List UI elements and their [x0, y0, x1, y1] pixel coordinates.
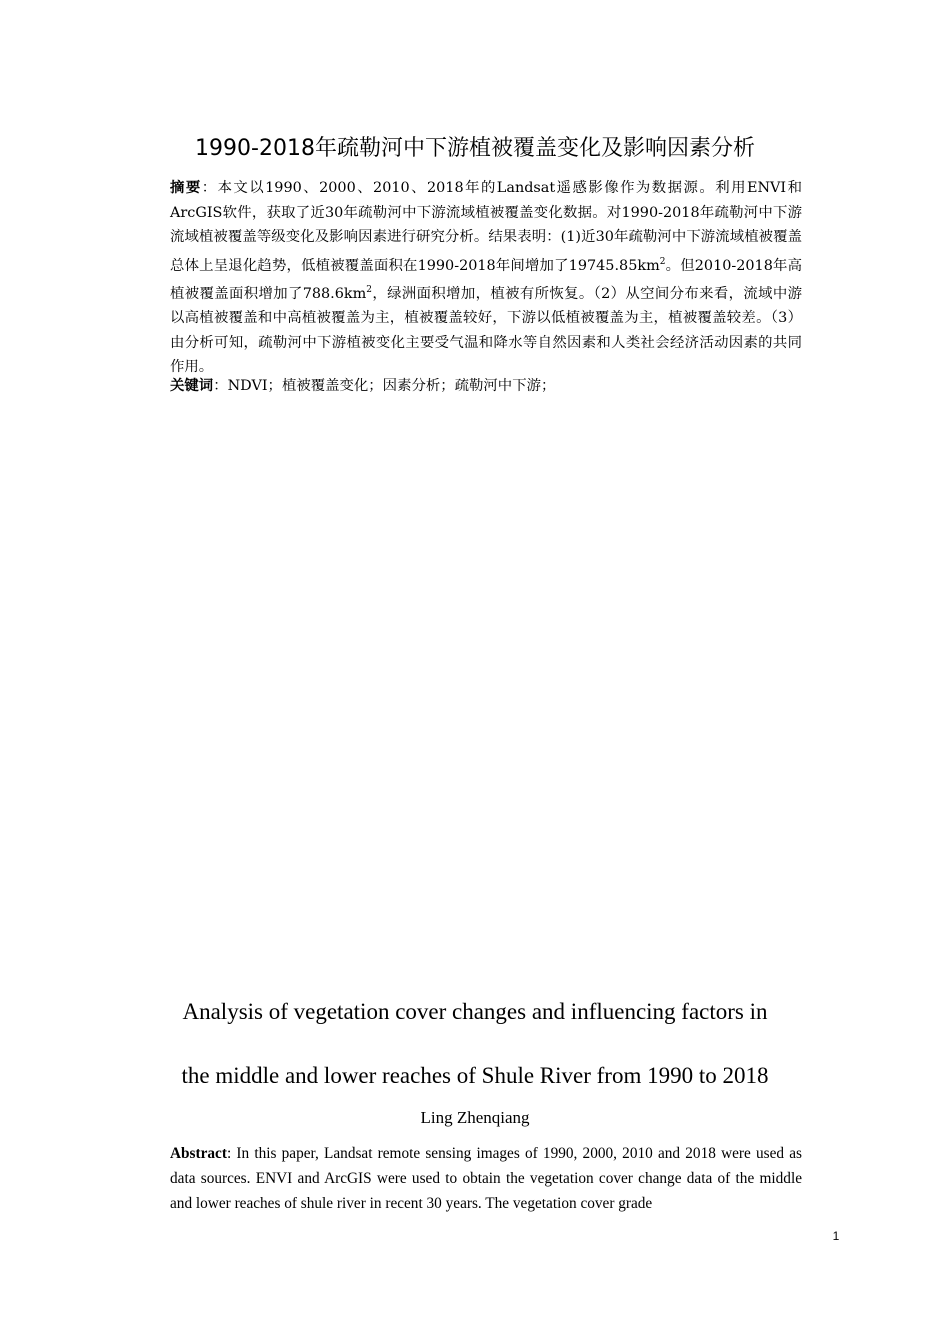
chinese-title: 1990-2018年疏勒河中下游植被覆盖变化及影响因素分析 [195, 136, 755, 161]
chinese-abstract-separator: ： [201, 180, 218, 196]
english-title [0, 980, 950, 1108]
english-abstract-text: : In this paper, Landsat remote sensing images of 1990, 2000, 2010 and 2018 were used as data sources. ENVI and ArcGIS were used to obtain the vegetation cover change data of the middle and lower reaches of shule river in recent 30 years. The vegetation cover grade [170, 1145, 802, 1212]
chinese-keywords-label: 关键词 [170, 378, 214, 394]
page-number: 1 [832, 1229, 840, 1243]
chinese-abstract-text-3: ，绿洲面积增加，植被有所恢复。（2）从空间分布来看，流域中游以高植被覆盖和中高植被覆盖为主，植被覆盖较好，下游以低植被覆盖为主，植被覆盖较差。（3）由分析可知，疏勒河中下游植被变化主要受气温和降水等自然因素和人类社会经济活动因素的共同作用。 [170, 285, 802, 376]
chinese-keywords-separator: ： [213, 378, 228, 394]
chinese-abstract-text-1: 本文以1990、2000、2010、2018年的Landsat遥感影像作为数据源。利用ENVI和ArcGIS软件，获取了近30年疏勒河中下游流域植被覆盖变化数据。对1990-2018年疏勒河中下游流域植被覆盖等级变化及影响因素进行研究分析。结果表明：(1)近30年疏勒河中下游流域植被覆盖总体上呈退化趋势，低植被覆盖面积在1990-2018年间增加了19745.85km [170, 180, 802, 274]
chinese-abstract-label: 摘要 [170, 180, 202, 196]
superscript-2: 2 [366, 284, 373, 295]
chinese-keywords-text: NDVI；植被覆盖变化；因素分析；疏勒河中下游； [227, 378, 556, 394]
english-title-line-1: Analysis of vegetation cover changes and influencing factors in [182, 999, 768, 1024]
english-abstract [170, 1141, 802, 1216]
english-abstract-label: Abstract [170, 1145, 227, 1162]
superscript-2: 2 [659, 256, 666, 267]
chinese-keywords [170, 374, 802, 398]
chinese-abstract [170, 176, 802, 380]
english-author: Ling Zhenqiang [420, 1108, 530, 1127]
chinese-abstract-text-2: 。但2010-2018年高植被覆盖面积增加了788.6km [170, 257, 802, 302]
english-title-line-2: the middle and lower reaches of Shule River from 1990 to 2018 [181, 1063, 769, 1088]
